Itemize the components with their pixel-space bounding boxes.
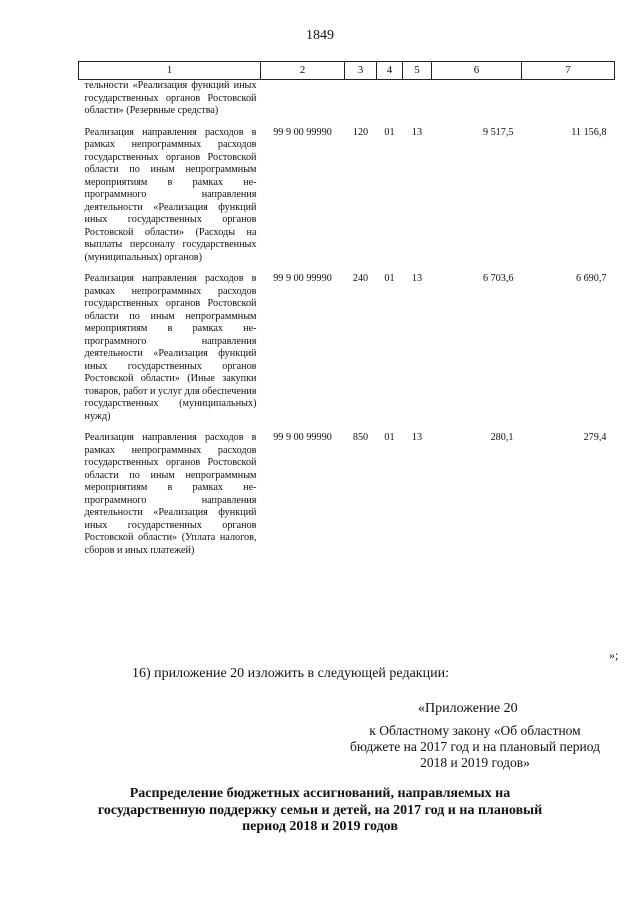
row-subsection bbox=[403, 80, 432, 118]
row-description: Реализация направления расходов в рамках непрограммных расходов государственных органов Ростовской области по иным непрограммным мероприятиям в рамках непрограммного направления деятельности «Реализация функций иных государственных органов Ростовской области» (Расходы на выплаты персоналу государственных (муниципальных) органов) bbox=[84, 126, 257, 263]
column-header-3: 3 bbox=[345, 62, 377, 80]
row-amount-2019: 279,4 bbox=[583, 432, 607, 443]
row-subsection: 13 bbox=[411, 126, 423, 138]
appendix-title: «Приложение 20 bbox=[418, 701, 518, 716]
row-amount-2019: 6 690,7 bbox=[575, 273, 607, 284]
column-header-6: 6 bbox=[432, 62, 522, 80]
row-section: 01 bbox=[384, 126, 395, 138]
row-target-code: 99 9 00 99990 bbox=[273, 432, 332, 443]
page-number: 1849 bbox=[306, 28, 334, 43]
row-target-code bbox=[261, 80, 345, 118]
appendix-reference: к Областному закону «Об областном бюджете на 2017 год и на плановый период 2018 и 2019 годов» bbox=[350, 723, 600, 770]
row-amount-2019 bbox=[522, 80, 615, 118]
column-header-1: 1 bbox=[79, 62, 261, 80]
row-expense-type: 850 bbox=[352, 432, 369, 443]
row-amount-2018: 280,1 bbox=[490, 432, 514, 443]
closing-quote-mark: »; bbox=[609, 648, 619, 662]
table-row bbox=[79, 118, 615, 265]
row-target-code: 99 9 00 99990 bbox=[273, 126, 332, 138]
row-subsection: 13 bbox=[411, 273, 423, 284]
appendix-header bbox=[350, 700, 600, 771]
column-header-5: 5 bbox=[403, 62, 432, 80]
row-description: Реализация направления расходов в рамках непрограммных расходов государственных органов Ростовской области по иным непрограммным мероприятиям в рамках непрограммного направления деятельности «Реализация функций иных государственных органов Ростовской области» (Иные закупки товаров, работ и услуг для обеспечения государственных (муниципальных) нужд) bbox=[84, 273, 257, 422]
row-amount-2018: 9 517,5 bbox=[482, 126, 514, 138]
row-subsection: 13 bbox=[411, 432, 423, 443]
row-expense-type: 240 bbox=[352, 273, 369, 284]
section-title: Распределение бюджетных ассигнований, направляемых на государственную поддержку семьи и детей, на 2017 год и на плановый период 2018 и 2019 годов bbox=[97, 786, 543, 834]
row-description: Реализация направления расходов в рамках непрограммных расходов государственных органов Ростовской области по иным непрограммным мероприятиям в рамках непрограммного направления деятельности «Реализация функций иных государственных органов Ростовской области» (Уплата налогов, сборов и иных платежей) bbox=[84, 432, 257, 556]
row-section: 01 bbox=[384, 273, 395, 284]
column-header-7: 7 bbox=[522, 62, 615, 80]
row-amount-2018 bbox=[432, 80, 522, 118]
column-header-2: 2 bbox=[261, 62, 345, 80]
row-expense-type: 120 bbox=[352, 126, 369, 138]
row-description: тельности «Реализация функций иных государственных органов Ростовской области» (Резервные средства) bbox=[84, 80, 257, 116]
table-row bbox=[79, 264, 615, 423]
row-section bbox=[377, 80, 403, 118]
row-amount-2019: 11 156,8 bbox=[571, 126, 607, 138]
amendment-line: 16) приложение 20 изложить в следующей редакции: bbox=[132, 666, 449, 681]
table-row bbox=[79, 80, 615, 118]
table-row bbox=[79, 423, 615, 557]
row-expense-type bbox=[345, 80, 377, 118]
row-amount-2018: 6 703,6 bbox=[482, 273, 514, 284]
row-section: 01 bbox=[384, 432, 395, 443]
row-target-code: 99 9 00 99990 bbox=[273, 273, 332, 284]
column-header-4: 4 bbox=[377, 62, 403, 80]
table-header-row bbox=[79, 62, 615, 80]
budget-table bbox=[78, 61, 615, 557]
